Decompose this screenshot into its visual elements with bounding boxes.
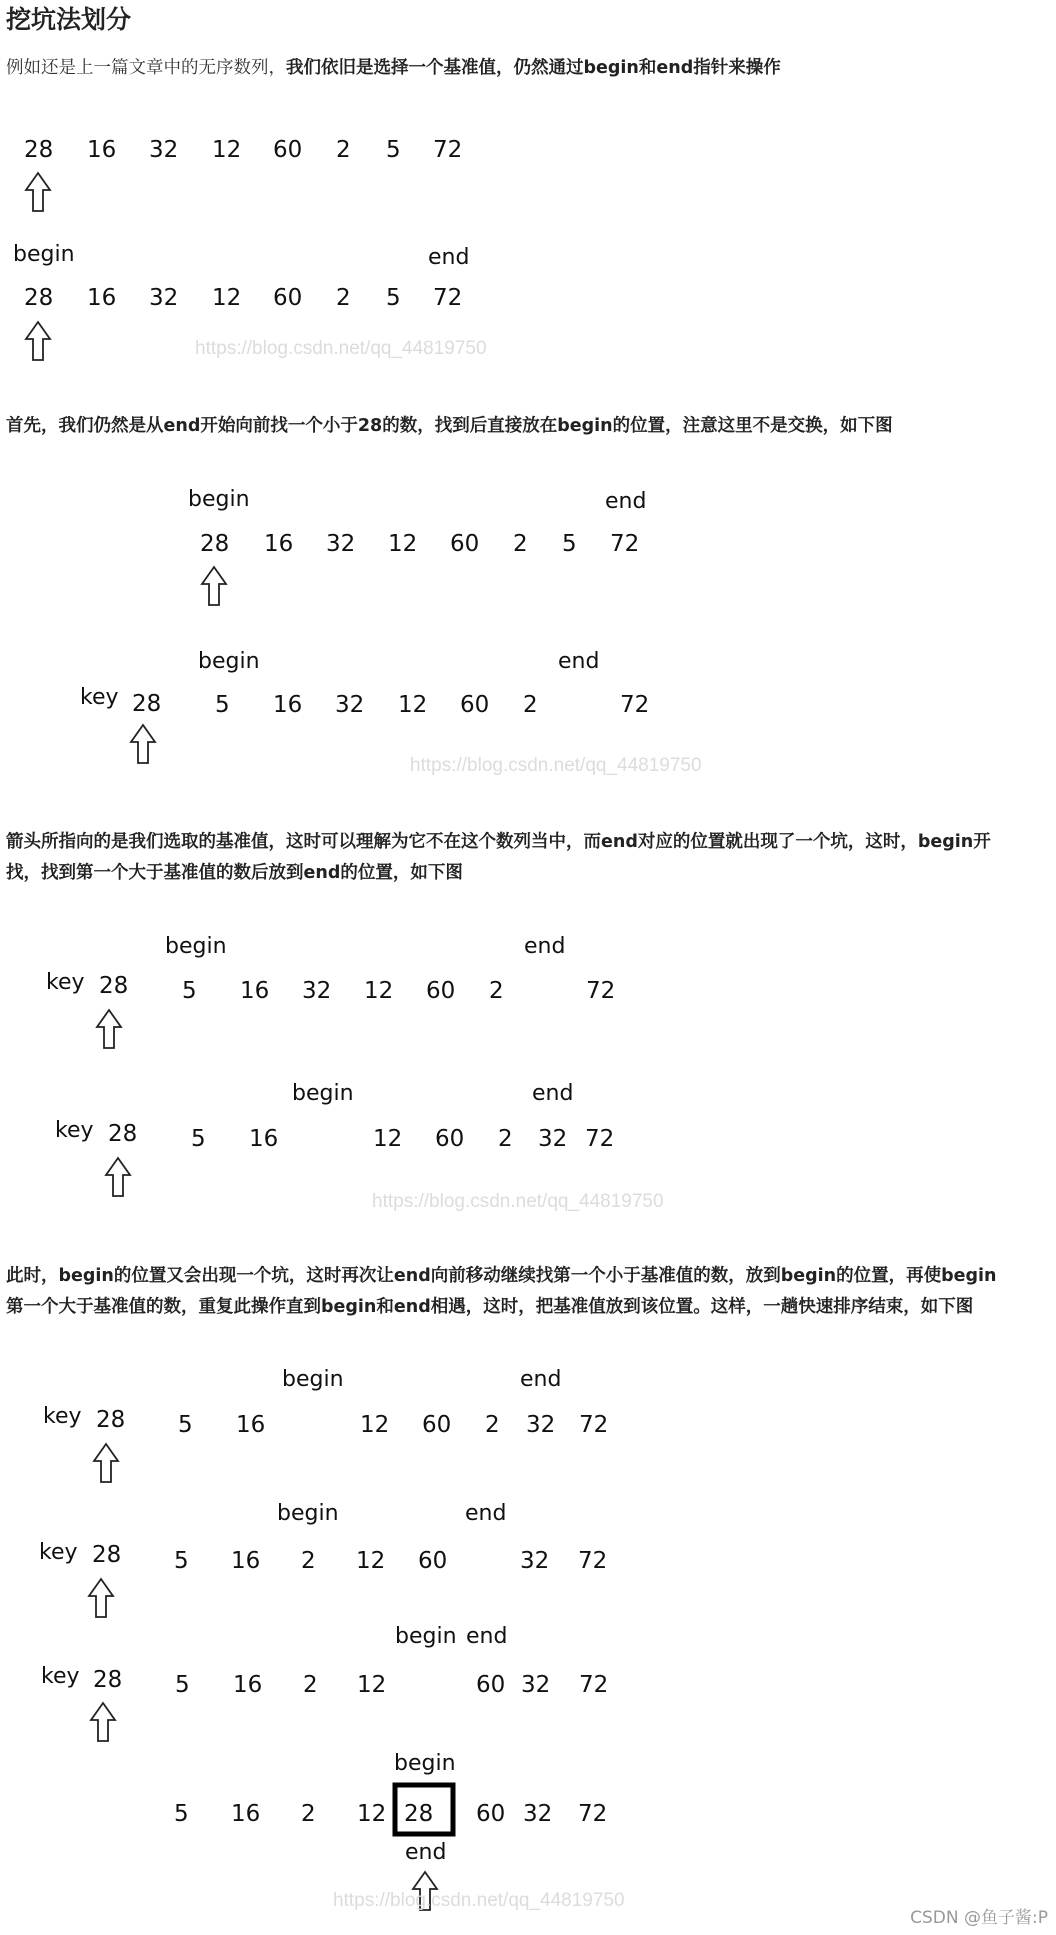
- array-cell: 2: [336, 137, 351, 163]
- array-cell: 32: [302, 978, 332, 1004]
- array-cell: 12: [388, 531, 418, 557]
- up-arrow-icon: [106, 1158, 130, 1196]
- array-cell: 28: [24, 137, 54, 163]
- array-cell: 72: [610, 531, 640, 557]
- end-pointer-label: end: [524, 934, 566, 959]
- array-cell: 2: [301, 1801, 316, 1827]
- key-label: key: [46, 970, 85, 995]
- begin-pointer-label: begin: [277, 1501, 339, 1526]
- array-cell: 16: [264, 531, 294, 557]
- array-cell: 72: [579, 1672, 609, 1698]
- end-pointer-label: end: [558, 649, 600, 674]
- array-cell: 60: [273, 285, 303, 311]
- article-heading: 挖坑法划分: [6, 5, 132, 34]
- array-cell: 2: [489, 978, 504, 1004]
- key-label: key: [41, 1664, 80, 1689]
- array-cell: 2: [523, 692, 538, 718]
- end-pointer-label: end: [405, 1840, 447, 1865]
- begin-pointer-label: begin: [394, 1751, 456, 1776]
- array-cell: 32: [149, 285, 179, 311]
- begin-pointer-label: begin: [292, 1081, 354, 1106]
- begin-pointer-label: begin: [198, 649, 260, 674]
- array-cell: 72: [579, 1412, 609, 1438]
- array-cell: 28: [200, 531, 230, 557]
- array-cell: 60: [450, 531, 480, 557]
- array-cell: 60: [422, 1412, 452, 1438]
- array-cell: 16: [249, 1126, 279, 1152]
- array-cell: 72: [586, 978, 616, 1004]
- up-arrow-icon: [97, 1010, 121, 1048]
- array-cell: 5: [182, 978, 197, 1004]
- up-arrow-icon: [89, 1579, 113, 1617]
- array-cell: 60: [476, 1672, 506, 1698]
- step2-bold-text-1: 箭头所指向的是我们选取的基准值，这时可以理解为它不在这个数列当中，而end对应的位置就出现了一个坑，这时，begin开: [6, 832, 991, 852]
- step3-bold-text-1: 此时，begin的位置又会出现一个坑，这时再次让end向前移动继续找第一个小于基准值的数，放到begin的位置，再使begin: [6, 1266, 997, 1286]
- csdn-watermark: https://blog.csdn.net/qq_44819750: [410, 755, 702, 776]
- key-label: key: [39, 1540, 78, 1565]
- up-arrow-icon: [91, 1703, 115, 1741]
- array-cell: 60: [435, 1126, 465, 1152]
- array-cell: 72: [433, 137, 463, 163]
- array-cell: 16: [87, 285, 117, 311]
- array-cell: 72: [433, 285, 463, 311]
- begin-pointer-label: begin: [13, 242, 75, 267]
- array-cell: 12: [212, 285, 242, 311]
- array-cell: 16: [240, 978, 270, 1004]
- begin-pointer-label: begin: [282, 1367, 344, 1392]
- end-pointer-label: end: [466, 1624, 508, 1649]
- csdn-author-mark: CSDN @鱼子酱:P: [910, 1908, 1048, 1928]
- array-cell: 2: [498, 1126, 513, 1152]
- array-cell: 5: [174, 1548, 189, 1574]
- array-cell: 32: [326, 531, 356, 557]
- array-cell: 16: [231, 1548, 261, 1574]
- array-cell: 72: [578, 1548, 608, 1574]
- key-value: 28: [96, 1407, 126, 1433]
- array-cell: 72: [578, 1801, 608, 1827]
- array-cell: 5: [215, 692, 230, 718]
- array-cell: 12: [398, 692, 428, 718]
- key-label: key: [43, 1404, 82, 1429]
- key-value: 28: [132, 691, 162, 717]
- step3-bold-text-2: 第一个大于基准值的数，重复此操作直到begin和end相遇，这时，把基准值放到该位置。这样，一趟快速排序结束，如下图: [6, 1297, 974, 1317]
- array-cell: 32: [520, 1548, 550, 1574]
- csdn-watermark: https://blog.csdn.net/qq_44819750: [372, 1191, 664, 1212]
- key-label: key: [80, 685, 119, 710]
- array-cell: 60: [426, 978, 456, 1004]
- array-cell: 32: [149, 137, 179, 163]
- array-cell: 2: [303, 1672, 318, 1698]
- begin-pointer-label: begin: [165, 934, 227, 959]
- up-arrow-icon: [26, 322, 50, 360]
- array-cell: 60: [476, 1801, 506, 1827]
- end-pointer-label: end: [465, 1501, 507, 1526]
- array-cell: 32: [335, 692, 365, 718]
- end-pointer-label: end: [532, 1081, 574, 1106]
- array-cell: 12: [364, 978, 394, 1004]
- array-cell: 32: [523, 1801, 553, 1827]
- step2-bold-text-2: 找，找到第一个大于基准值的数后放到end的位置，如下图: [6, 863, 463, 883]
- up-arrow-icon: [131, 725, 155, 763]
- array-cell: 28: [24, 285, 54, 311]
- array-cell: 60: [460, 692, 490, 718]
- csdn-watermark: https://blog.csdn.net/qq_44819750: [195, 338, 487, 359]
- array-cell: 5: [562, 531, 577, 557]
- array-cell: 2: [301, 1548, 316, 1574]
- array-cell: 2: [513, 531, 528, 557]
- array-cell: 12: [212, 137, 242, 163]
- array-cell: 32: [521, 1672, 551, 1698]
- array-cell: 5: [178, 1412, 193, 1438]
- key-value: 28: [99, 973, 129, 999]
- array-cell: 28: [404, 1801, 434, 1827]
- array-cell: 60: [273, 137, 303, 163]
- array-cell: 72: [585, 1126, 615, 1152]
- array-cell: 12: [357, 1801, 387, 1827]
- intro-plain-text: 例如还是上一篇文章中的无序数列，: [6, 58, 286, 78]
- array-cell: 5: [191, 1126, 206, 1152]
- key-value: 28: [92, 1542, 122, 1568]
- end-pointer-label: end: [428, 245, 470, 270]
- begin-pointer-label: begin: [188, 487, 250, 512]
- end-pointer-label: end: [520, 1367, 562, 1392]
- csdn-watermark: https://blog.csdn.net/qq_44819750: [333, 1890, 625, 1911]
- array-cell: 32: [538, 1126, 568, 1152]
- array-cell: 12: [360, 1412, 390, 1438]
- array-cell: 12: [373, 1126, 403, 1152]
- array-cell: 12: [356, 1548, 386, 1574]
- intro-bold-text: 我们依旧是选择一个基准值，仍然通过begin和end指针来操作: [286, 58, 781, 78]
- begin-pointer-label: begin: [395, 1624, 457, 1649]
- array-cell: 16: [233, 1672, 263, 1698]
- up-arrow-icon: [26, 173, 50, 211]
- array-cell: 16: [236, 1412, 266, 1438]
- array-cell: 5: [175, 1672, 190, 1698]
- array-cell: 2: [485, 1412, 500, 1438]
- key-value: 28: [93, 1667, 123, 1693]
- step1-bold-text: 首先，我们仍然是从end开始向前找一个小于28的数，找到后直接放在begin的位置，注意这里不是交换，如下图: [6, 416, 893, 436]
- array-cell: 32: [526, 1412, 556, 1438]
- array-cell: 16: [231, 1801, 261, 1827]
- array-cell: 60: [418, 1548, 448, 1574]
- up-arrow-icon: [94, 1444, 118, 1482]
- array-cell: 12: [357, 1672, 387, 1698]
- array-cell: 16: [273, 692, 303, 718]
- key-value: 28: [108, 1121, 138, 1147]
- end-pointer-label: end: [605, 489, 647, 514]
- key-label: key: [55, 1118, 94, 1143]
- array-cell: 5: [174, 1801, 189, 1827]
- up-arrow-icon: [202, 567, 226, 605]
- array-cell: 5: [386, 137, 401, 163]
- array-cell: 72: [620, 692, 650, 718]
- array-cell: 16: [87, 137, 117, 163]
- array-cell: 5: [386, 285, 401, 311]
- array-cell: 2: [336, 285, 351, 311]
